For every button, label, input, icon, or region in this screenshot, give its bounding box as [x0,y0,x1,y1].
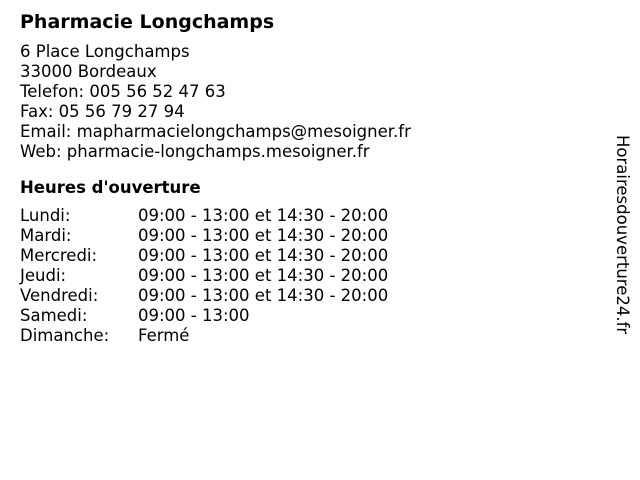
day-label: Mercredi: [20,246,98,265]
hours-row-thursday [20,266,600,286]
time-value: 09:00 - 13:00 et 14:30 - 20:00 [138,266,389,285]
day-label: Mardi: [20,226,72,245]
fax-line: Fax: 05 56 79 27 94 [20,102,185,121]
day-label: Jeudi: [20,266,67,285]
contact-block [20,42,600,162]
time-value: 09:00 - 13:00 et 14:30 - 20:00 [138,286,389,305]
hours-row-monday [20,206,600,226]
time-value: 09:00 - 13:00 et 14:30 - 20:00 [138,226,389,245]
pharmacy-name: Pharmacie Longchamps [20,11,275,33]
phone-line: Telefon: 005 56 52 47 63 [20,82,226,101]
day-label: Dimanche: [20,326,110,345]
time-value: 09:00 - 13:00 et 14:30 - 20:00 [138,246,389,265]
hours-row-wednesday [20,246,600,266]
day-label: Lundi: [20,206,71,225]
time-value: 09:00 - 13:00 [138,306,250,325]
day-label: Samedi: [20,306,88,325]
pharmacy-card [20,10,600,346]
brand-watermark: Horairesdouverture24.fr [613,135,632,335]
address-line-1: 6 Place Longchamps [20,42,190,61]
time-value: Fermé [138,326,190,345]
hours-row-sunday [20,326,600,346]
address-line-2: 33000 Bordeaux [20,62,157,81]
email-line: Email: mapharmacielongchamps@mesoigner.fr [20,122,411,141]
hours-row-tuesday [20,226,600,246]
time-value: 09:00 - 13:00 et 14:30 - 20:00 [138,206,389,225]
hours-table [20,206,600,346]
hours-heading: Heures d'ouverture [20,178,201,197]
day-label: Vendredi: [20,286,99,305]
web-line: Web: pharmacie-longchamps.mesoigner.fr [20,142,370,161]
hours-row-friday [20,286,600,306]
hours-row-saturday [20,306,600,326]
